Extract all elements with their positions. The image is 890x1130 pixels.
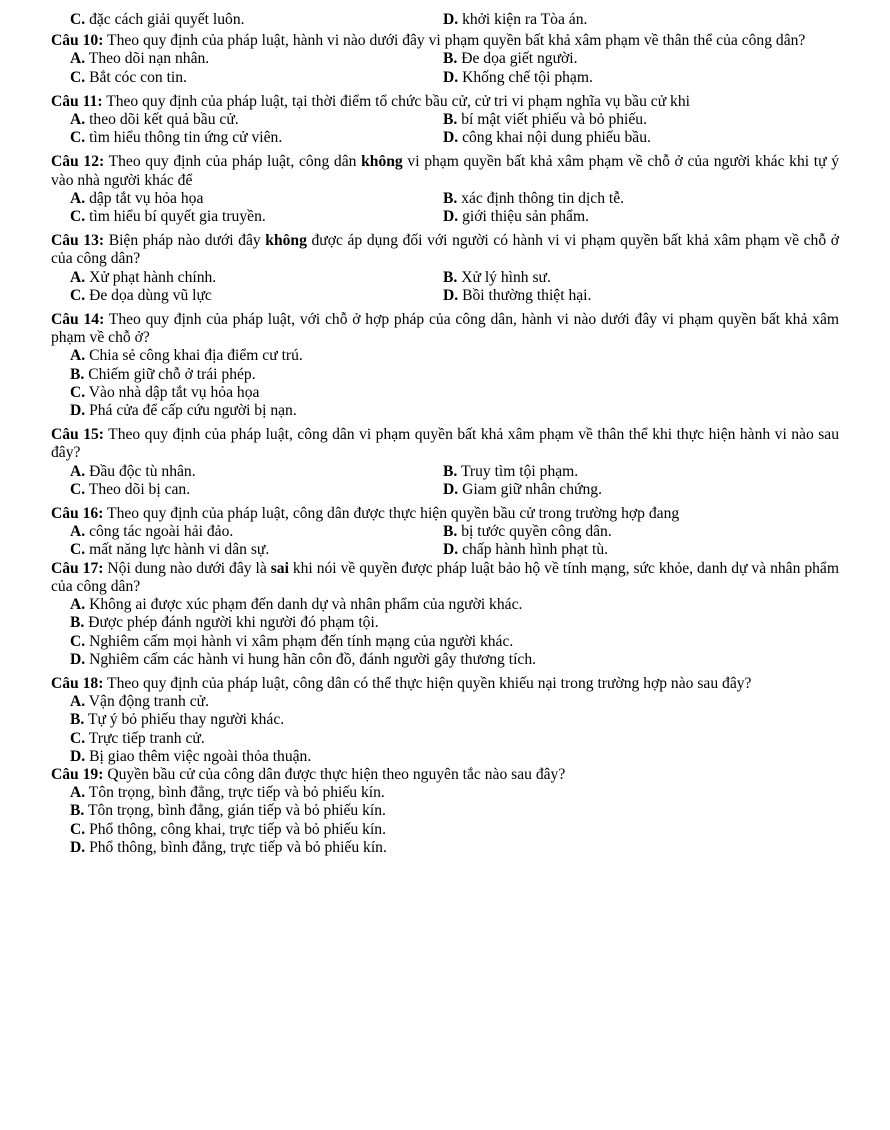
option-row bbox=[51, 11, 839, 29]
option-row bbox=[51, 69, 839, 87]
option-b bbox=[424, 523, 797, 541]
option-label: A. bbox=[70, 462, 86, 480]
question-19 bbox=[51, 766, 839, 857]
option-text: công khai nội dung phiếu bầu. bbox=[462, 129, 651, 147]
question-stem bbox=[51, 32, 839, 50]
option-d bbox=[51, 748, 839, 766]
option-text: bí mật viết phiếu và bỏ phiếu. bbox=[461, 111, 648, 129]
option-text: theo dõi kết quả bầu cử. bbox=[89, 111, 239, 129]
question-number: Câu 15: bbox=[51, 426, 104, 444]
option-text: Nghiêm cấm các hành vi hung hãn côn đồ, đánh người gây thương tích. bbox=[89, 650, 537, 668]
option-label: B. bbox=[443, 268, 458, 286]
option-label: C. bbox=[70, 286, 86, 304]
option-label: D. bbox=[443, 11, 459, 28]
option-a bbox=[51, 190, 424, 208]
option-text: Khống chế tội phạm. bbox=[462, 68, 593, 86]
option-label: B. bbox=[70, 802, 85, 820]
question-stem bbox=[51, 232, 839, 268]
option-label: C. bbox=[70, 11, 86, 28]
option-label: C. bbox=[70, 68, 86, 86]
option-d bbox=[424, 129, 797, 147]
option-b bbox=[424, 50, 797, 68]
option-text: mất năng lực hành vi dân sự. bbox=[89, 541, 270, 559]
option-text: Đầu độc tù nhân. bbox=[89, 462, 196, 480]
stem-text: Theo quy định của pháp luật, công dân có thể thực hiện quyền khiếu nại trong trường hợp nào sau đây? bbox=[107, 674, 752, 692]
stem-text: Nội dung nào dưới đây là bbox=[107, 559, 271, 577]
option-text: tìm hiểu bí quyết gia truyền. bbox=[89, 208, 266, 226]
option-text: Phổ thông, công khai, trực tiếp và bỏ phiếu kín. bbox=[89, 820, 386, 838]
option-text: Không ai được xúc phạm đến danh dự và nhân phẩm của người khác. bbox=[89, 596, 523, 614]
option-text: Bị giao thêm việc ngoài thỏa thuận. bbox=[89, 747, 312, 765]
question-16 bbox=[51, 505, 839, 560]
option-row bbox=[51, 208, 839, 226]
option-label: B. bbox=[443, 50, 458, 68]
option-d bbox=[424, 287, 797, 305]
option-text: dập tắt vụ hỏa họa bbox=[89, 189, 204, 207]
question-stem bbox=[51, 675, 839, 693]
option-c bbox=[51, 287, 424, 305]
option-c bbox=[51, 481, 424, 499]
option-text: Vào nhà dập tắt vụ hỏa họa bbox=[88, 383, 260, 401]
option-text: Đe dọa dùng vũ lực bbox=[89, 286, 212, 304]
stem-text: Biện pháp nào dưới đây bbox=[108, 232, 266, 250]
question-11 bbox=[51, 93, 839, 148]
stem-text: Theo quy định của pháp luật, với chỗ ở hợp pháp của công dân, hành vi nào dưới đây vi phạm quyền bất khả xâm phạm về chỗ ở? bbox=[51, 311, 839, 347]
option-text: chấp hành hình phạt tù. bbox=[462, 541, 609, 559]
option-label: D. bbox=[443, 208, 459, 226]
option-label: D. bbox=[70, 838, 86, 856]
option-row bbox=[51, 190, 839, 208]
option-a bbox=[51, 784, 839, 802]
option-label: A. bbox=[70, 50, 86, 68]
option-row bbox=[51, 463, 839, 481]
option-c bbox=[51, 730, 839, 748]
option-c bbox=[51, 208, 424, 226]
option-label: C. bbox=[70, 632, 86, 650]
question-stem bbox=[51, 766, 839, 784]
option-text: Theo dõi bị can. bbox=[88, 480, 191, 498]
stem-text: Theo quy định của pháp luật, công dân bbox=[108, 153, 362, 171]
exam-page bbox=[51, 0, 839, 857]
option-label: D. bbox=[70, 747, 86, 765]
option-text: công tác ngoài hải đảo. bbox=[89, 523, 234, 541]
option-row bbox=[51, 541, 839, 559]
option-text: Đe dọa giết người. bbox=[461, 50, 578, 68]
option-label: B. bbox=[443, 462, 458, 480]
option-d bbox=[51, 651, 839, 669]
option-text: bị tước quyền công dân. bbox=[461, 523, 612, 541]
question-stem bbox=[51, 426, 839, 462]
option-label: A. bbox=[70, 596, 86, 614]
stem-text: Quyền bầu cử của công dân được thực hiện theo nguyên tắc nào sau đây? bbox=[107, 765, 566, 783]
option-text: Xử phạt hành chính. bbox=[89, 268, 217, 286]
option-c bbox=[51, 69, 424, 87]
option-label: C. bbox=[70, 820, 86, 838]
option-b bbox=[424, 190, 797, 208]
option-label: D. bbox=[443, 129, 459, 147]
option-b bbox=[51, 802, 839, 820]
question-15 bbox=[51, 426, 839, 499]
question-10 bbox=[51, 32, 839, 87]
option-d bbox=[424, 481, 797, 499]
option-label: D. bbox=[70, 650, 86, 668]
option-label: A. bbox=[70, 111, 86, 129]
option-row bbox=[51, 481, 839, 499]
option-a bbox=[51, 347, 839, 365]
option-label: A. bbox=[70, 523, 86, 541]
option-d bbox=[424, 11, 797, 29]
option-text: Tôn trọng, bình đẳng, trực tiếp và bỏ phiếu kín. bbox=[88, 784, 385, 802]
option-row bbox=[51, 50, 839, 68]
option-text: Chia sẻ công khai địa điểm cư trú. bbox=[89, 347, 303, 365]
question-number: Câu 14: bbox=[51, 311, 105, 329]
option-label: B. bbox=[70, 365, 85, 383]
option-text: Bồi thường thiệt hại. bbox=[462, 286, 592, 304]
option-label: A. bbox=[70, 693, 86, 711]
stem-text: Theo quy định của pháp luật, công dân được thực hiện quyền bầu cử trong trường hợp đang bbox=[107, 505, 680, 523]
stem-text: khi nói về quyền được pháp luật bảo hộ về tính mạng, sức khỏe, danh dự và nhân phẩm của công dân? bbox=[51, 559, 839, 595]
option-label: D. bbox=[443, 480, 459, 498]
stem-emphasis: không bbox=[265, 232, 307, 250]
option-row bbox=[51, 129, 839, 147]
question-stem bbox=[51, 153, 839, 189]
question-stem bbox=[51, 505, 839, 523]
stem-emphasis: không bbox=[361, 153, 403, 171]
option-label: C. bbox=[70, 541, 86, 559]
option-text: tìm hiểu thông tin ứng cử viên. bbox=[89, 129, 283, 147]
option-text: giới thiệu sản phẩm. bbox=[462, 208, 589, 226]
option-label: D. bbox=[70, 402, 86, 420]
option-text: Truy tìm tội phạm. bbox=[460, 462, 579, 480]
question-stem bbox=[51, 93, 839, 111]
option-b bbox=[51, 366, 839, 384]
option-text: Bắt cóc con tin. bbox=[89, 68, 187, 86]
option-text: Tôn trọng, bình đẳng, gián tiếp và bỏ phiếu kín. bbox=[87, 802, 386, 820]
option-c bbox=[51, 11, 424, 29]
option-row bbox=[51, 523, 839, 541]
option-c bbox=[51, 633, 839, 651]
option-label: B. bbox=[443, 523, 458, 541]
option-a bbox=[51, 111, 424, 129]
stem-text: vi phạm quyền bất khả xâm phạm về chỗ ở của người khác khi tự ý vào nhà người khác để bbox=[51, 153, 839, 189]
stem-emphasis: sai bbox=[270, 559, 289, 577]
question-17 bbox=[51, 560, 839, 669]
question-number: Câu 12: bbox=[51, 153, 105, 171]
option-text: Tự ý bỏ phiếu thay người khác. bbox=[87, 711, 285, 729]
option-label: B. bbox=[443, 189, 458, 207]
option-label: D. bbox=[443, 541, 459, 559]
option-d bbox=[424, 69, 797, 87]
option-text: Vận động tranh cử. bbox=[88, 693, 209, 711]
option-label: A. bbox=[70, 268, 86, 286]
option-a bbox=[51, 523, 424, 541]
question-number: Câu 10: bbox=[51, 32, 104, 50]
option-a bbox=[51, 463, 424, 481]
option-b bbox=[424, 463, 797, 481]
option-label: A. bbox=[70, 784, 86, 802]
option-text: Chiếm giữ chỗ ở trái phép. bbox=[88, 365, 256, 383]
option-d bbox=[424, 208, 797, 226]
option-label: B. bbox=[443, 111, 458, 129]
option-b bbox=[424, 111, 797, 129]
option-text: Theo dõi nạn nhân. bbox=[88, 50, 210, 68]
question-stem bbox=[51, 311, 839, 347]
option-c bbox=[51, 129, 424, 147]
option-text: Phá cửa để cấp cứu người bị nạn. bbox=[89, 402, 297, 420]
option-d bbox=[51, 839, 839, 857]
option-b bbox=[51, 614, 839, 632]
question-number: Câu 18: bbox=[51, 674, 104, 692]
option-row bbox=[51, 269, 839, 287]
option-b bbox=[51, 711, 839, 729]
option-label: B. bbox=[70, 711, 85, 729]
option-label: C. bbox=[70, 383, 86, 401]
option-label: C. bbox=[70, 129, 86, 147]
option-label: B. bbox=[70, 614, 85, 632]
question-number: Câu 11: bbox=[51, 92, 103, 110]
option-d bbox=[424, 541, 797, 559]
question-number: Câu 13: bbox=[51, 232, 105, 250]
option-a bbox=[51, 596, 839, 614]
option-label: C. bbox=[70, 480, 86, 498]
question-9-tail bbox=[51, 0, 839, 29]
stem-text: Theo quy định của pháp luật, hành vi nào dưới đây vi phạm quyền bất khả xâm phạm về thân thể của công dân? bbox=[107, 32, 806, 50]
option-text: đặc cách giải quyết luôn. bbox=[89, 11, 245, 28]
question-stem bbox=[51, 560, 839, 596]
option-label: C. bbox=[70, 208, 86, 226]
option-text: Nghiêm cấm mọi hành vi xâm phạm đến tính mạng của người khác. bbox=[89, 632, 514, 650]
option-row bbox=[51, 111, 839, 129]
option-d bbox=[51, 402, 839, 420]
question-number: Câu 19: bbox=[51, 765, 104, 783]
stem-text: Theo quy định của pháp luật, tại thời điểm tổ chức bầu cử, cử tri vi phạm nghĩa vụ bầu cử khi bbox=[106, 92, 690, 110]
question-14 bbox=[51, 311, 839, 420]
option-text: khởi kiện ra Tòa án. bbox=[462, 11, 588, 28]
option-text: xác định thông tin dịch tễ. bbox=[461, 189, 625, 207]
option-row bbox=[51, 287, 839, 305]
option-text: Trực tiếp tranh cử. bbox=[88, 729, 205, 747]
option-text: Phổ thông, bình đẳng, trực tiếp và bỏ phiếu kín. bbox=[89, 838, 387, 856]
option-label: A. bbox=[70, 347, 86, 365]
option-label: D. bbox=[443, 286, 459, 304]
option-text: Được phép đánh người khi người đó phạm tội. bbox=[88, 614, 379, 632]
option-label: D. bbox=[443, 68, 459, 86]
question-12 bbox=[51, 153, 839, 226]
option-label: C. bbox=[70, 729, 86, 747]
question-number: Câu 16: bbox=[51, 505, 104, 523]
question-18 bbox=[51, 675, 839, 766]
stem-text: được áp dụng đối với người có hành vi vi phạm quyền bất khả xâm phạm về chỗ ở của công dân? bbox=[51, 232, 839, 268]
option-a bbox=[51, 50, 424, 68]
question-13 bbox=[51, 232, 839, 305]
option-label: A. bbox=[70, 189, 86, 207]
option-c bbox=[51, 821, 839, 839]
option-text: Xử lý hình sư. bbox=[461, 268, 551, 286]
option-c bbox=[51, 384, 839, 402]
option-text: Giam giữ nhân chứng. bbox=[462, 480, 602, 498]
option-c bbox=[51, 541, 424, 559]
option-b bbox=[424, 269, 797, 287]
option-a bbox=[51, 269, 424, 287]
question-number: Câu 17: bbox=[51, 559, 104, 577]
stem-text: Theo quy định của pháp luật, công dân vi phạm quyền bất khả xâm phạm về thân thể khi thực hiện hành vi nào sau đây? bbox=[51, 426, 839, 462]
option-a bbox=[51, 693, 839, 711]
